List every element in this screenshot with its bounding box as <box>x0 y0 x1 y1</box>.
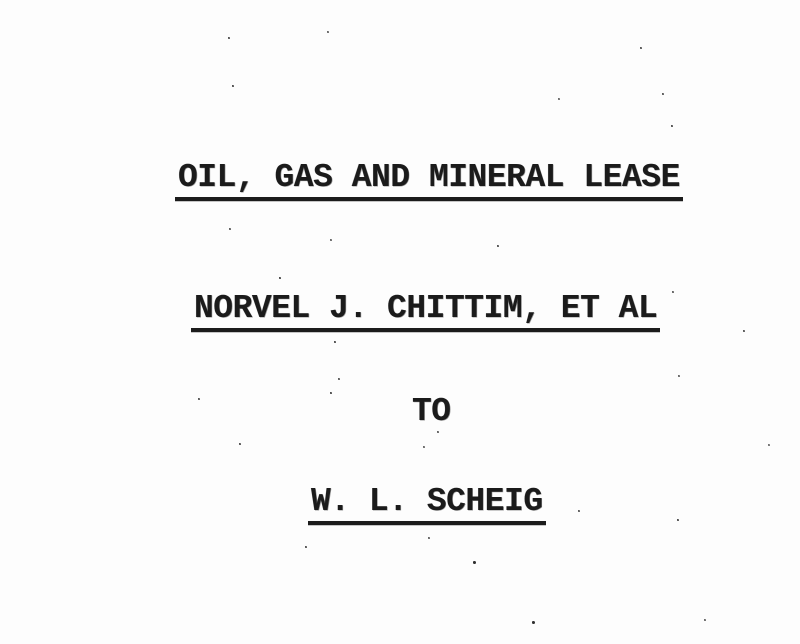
scan-noise-dot <box>327 31 329 33</box>
scan-noise-dot <box>768 444 770 446</box>
document-title: OIL, GAS AND MINERAL LEASE <box>175 161 683 201</box>
scan-noise-dot <box>678 375 680 377</box>
scan-noise-dot <box>662 93 664 95</box>
scan-noise-dot <box>578 510 580 512</box>
scan-noise-dot <box>473 561 476 564</box>
scan-noise-dot <box>239 443 241 445</box>
scan-noise-dot <box>330 239 332 241</box>
scan-noise-dot <box>198 398 200 400</box>
scan-noise-dot <box>671 125 673 127</box>
scan-noise-dot <box>428 537 430 539</box>
scan-noise-dot <box>330 392 332 394</box>
scan-noise-dot <box>677 519 679 521</box>
scan-noise-dot <box>423 446 425 448</box>
scan-noise-dot <box>672 291 674 293</box>
scan-noise-dot <box>532 621 535 624</box>
scan-noise-dot <box>338 378 340 380</box>
scan-noise-dot <box>437 431 439 433</box>
scan-noise-dot <box>305 546 307 548</box>
scan-noise-dot <box>704 619 706 621</box>
scan-noise-dot <box>640 47 642 49</box>
scan-noise-dot <box>334 341 336 343</box>
lessor-party-name: NORVEL J. CHITTIM, ET AL <box>191 292 660 332</box>
scan-noise-dot <box>228 37 230 39</box>
lessee-party-name: W. L. SCHEIG <box>308 485 546 525</box>
scan-noise-dot <box>232 85 234 87</box>
scan-noise-dot <box>558 98 560 100</box>
scan-noise-dot <box>743 330 745 332</box>
scan-noise-dot <box>279 277 281 279</box>
scan-noise-dot <box>229 228 231 230</box>
scan-noise-dot <box>497 245 499 247</box>
connector-to-label: TO <box>412 393 451 430</box>
